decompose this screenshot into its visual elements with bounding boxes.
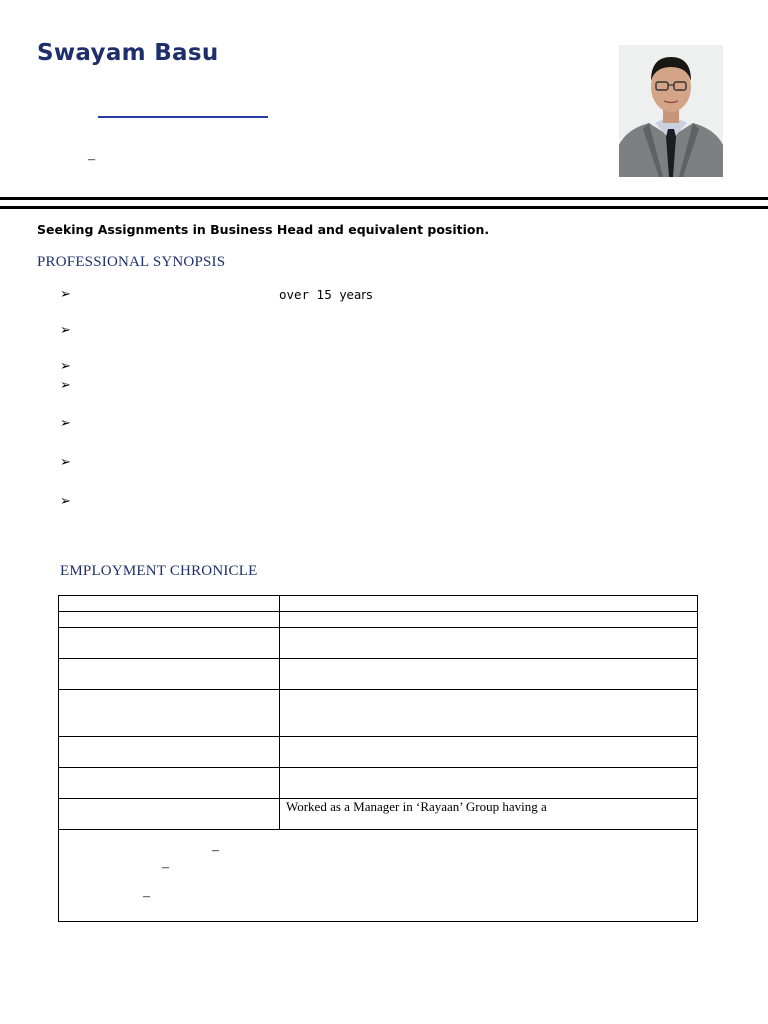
profile-photo (619, 45, 723, 177)
portrait-photo-icon (619, 45, 723, 177)
header-divider-thick (0, 197, 768, 200)
email-link-underline[interactable] (98, 116, 268, 118)
table-row (59, 690, 698, 737)
table-dash: – (162, 860, 169, 875)
table-cell (59, 799, 280, 830)
candidate-name: Swayam Basu (37, 40, 219, 66)
table-row (59, 830, 698, 922)
header-divider-gap (0, 195, 68, 197)
synopsis-bullet-icon: ➢ (60, 493, 71, 508)
table-cell-merged (59, 830, 698, 922)
table-cell (59, 768, 280, 799)
table-dash: – (212, 843, 219, 858)
employment-chronicle-heading: EMPLOYMENT CHRONICLE (60, 563, 258, 579)
employment-table (58, 595, 698, 922)
rayaan-group-role: Worked as a Manager in ‘Rayaan’ Group having a (280, 799, 698, 830)
table-cell (280, 612, 698, 628)
synopsis-bullet-icon: ➢ (60, 415, 71, 430)
table-cell (280, 659, 698, 690)
synopsis-bullet-icon: ➢ (60, 322, 71, 337)
synopsis-bullet-icon: ➢ (60, 358, 71, 373)
synopsis-bullet-icon: ➢ (60, 377, 71, 392)
experience-years-number: 15 (316, 288, 332, 302)
table-cell (59, 737, 280, 768)
synopsis-bullet-icon: ➢ (60, 454, 71, 469)
table-cell (280, 628, 698, 659)
contact-dash: – (88, 152, 95, 167)
table-cell (59, 690, 280, 737)
table-cell (59, 628, 280, 659)
experience-word: over (279, 287, 310, 302)
table-dash: – (143, 889, 150, 904)
table-cell (280, 768, 698, 799)
career-objective: Seeking Assignments in Business Head and equivalent position. (37, 222, 490, 237)
table-row (59, 768, 698, 799)
table-row (59, 799, 698, 830)
table-cell (59, 612, 280, 628)
table-cell (280, 690, 698, 737)
synopsis-bullet-icon: ➢ (60, 286, 71, 301)
table-row (59, 659, 698, 690)
table-row (59, 612, 698, 628)
header-divider-thin (0, 206, 768, 209)
experience-years-unit: years (339, 288, 373, 302)
table-cell (59, 596, 280, 612)
table-cell (280, 596, 698, 612)
table-cell (59, 659, 280, 690)
table-row (59, 596, 698, 612)
table-cell (280, 737, 698, 768)
table-row (59, 737, 698, 768)
table-row (59, 628, 698, 659)
professional-synopsis-heading: PROFESSIONAL SYNOPSIS (37, 254, 226, 270)
experience-summary (279, 287, 372, 302)
